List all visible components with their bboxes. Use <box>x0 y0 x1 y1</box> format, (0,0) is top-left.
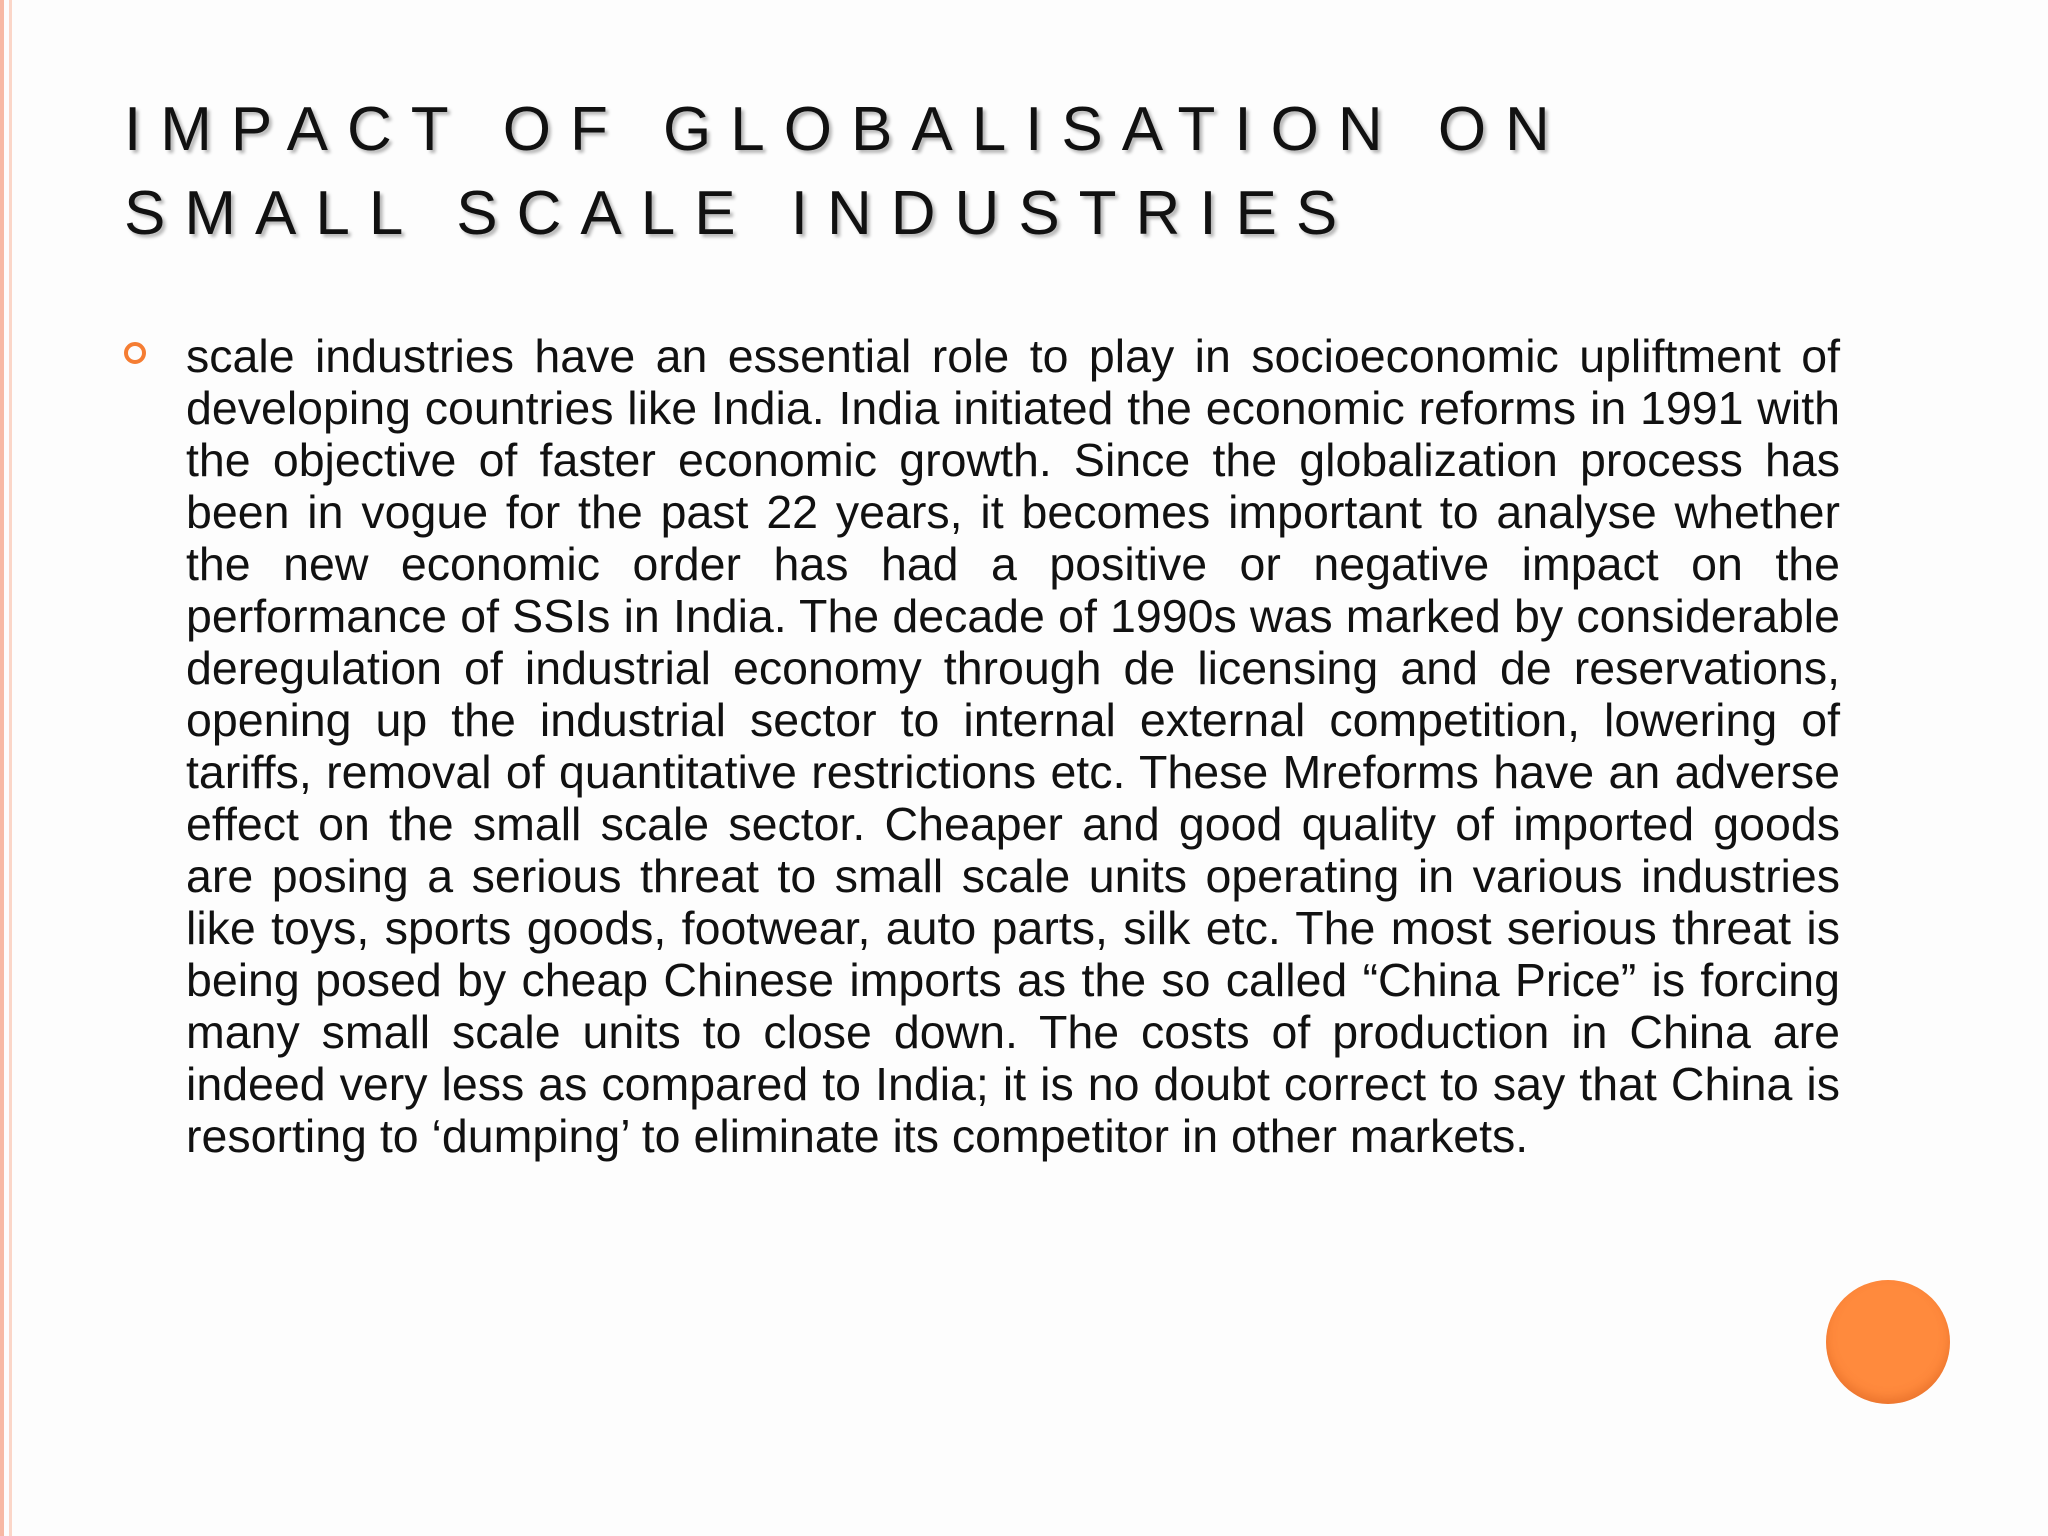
right-decorative-band <box>1958 0 2048 1536</box>
left-decorative-stripe-inner <box>9 0 12 1536</box>
hollow-circle-bullet-icon <box>124 342 146 364</box>
slide-title: IMPACT OF GLOBALISATION ON SMALL SCALE INDUSTRIES <box>124 95 1569 248</box>
slide-content <box>124 330 1840 1162</box>
orange-circle-icon <box>1826 1280 1950 1404</box>
body-paragraph: scale industries have an essential role to play in socioeconomic upliftment of developing countries like India. India initiated the economic reforms in 1991 with the objective of faster economic growth. Since the globalization process has been in vogue for the past 22 years, it becomes important to analyse whether the new economic order has had a positive or negative impact on the performance of SSIs in India. The decade of 1990s was marked by considerable deregulation of industrial economy through de licensing and de reservations, opening up the industrial sector to internal external competition, lowering of tariffs, removal of quantitative restrictions etc. These Mreforms have an adverse effect on the small scale sector. Cheaper and good quality of imported goods are posing a serious threat to small scale units operating in various industries like toys, sports goods, footwear, auto parts, silk etc. The most serious threat is being posed by cheap Chinese imports as the so called “China Price” is forcing many small scale units to close down. The costs of production in China are indeed very less as compared to India; it is no doubt correct to say that China is resorting to ‘dumping’ to eliminate its competitor in other markets. <box>186 330 1840 1162</box>
left-decorative-stripe <box>0 0 4 1536</box>
